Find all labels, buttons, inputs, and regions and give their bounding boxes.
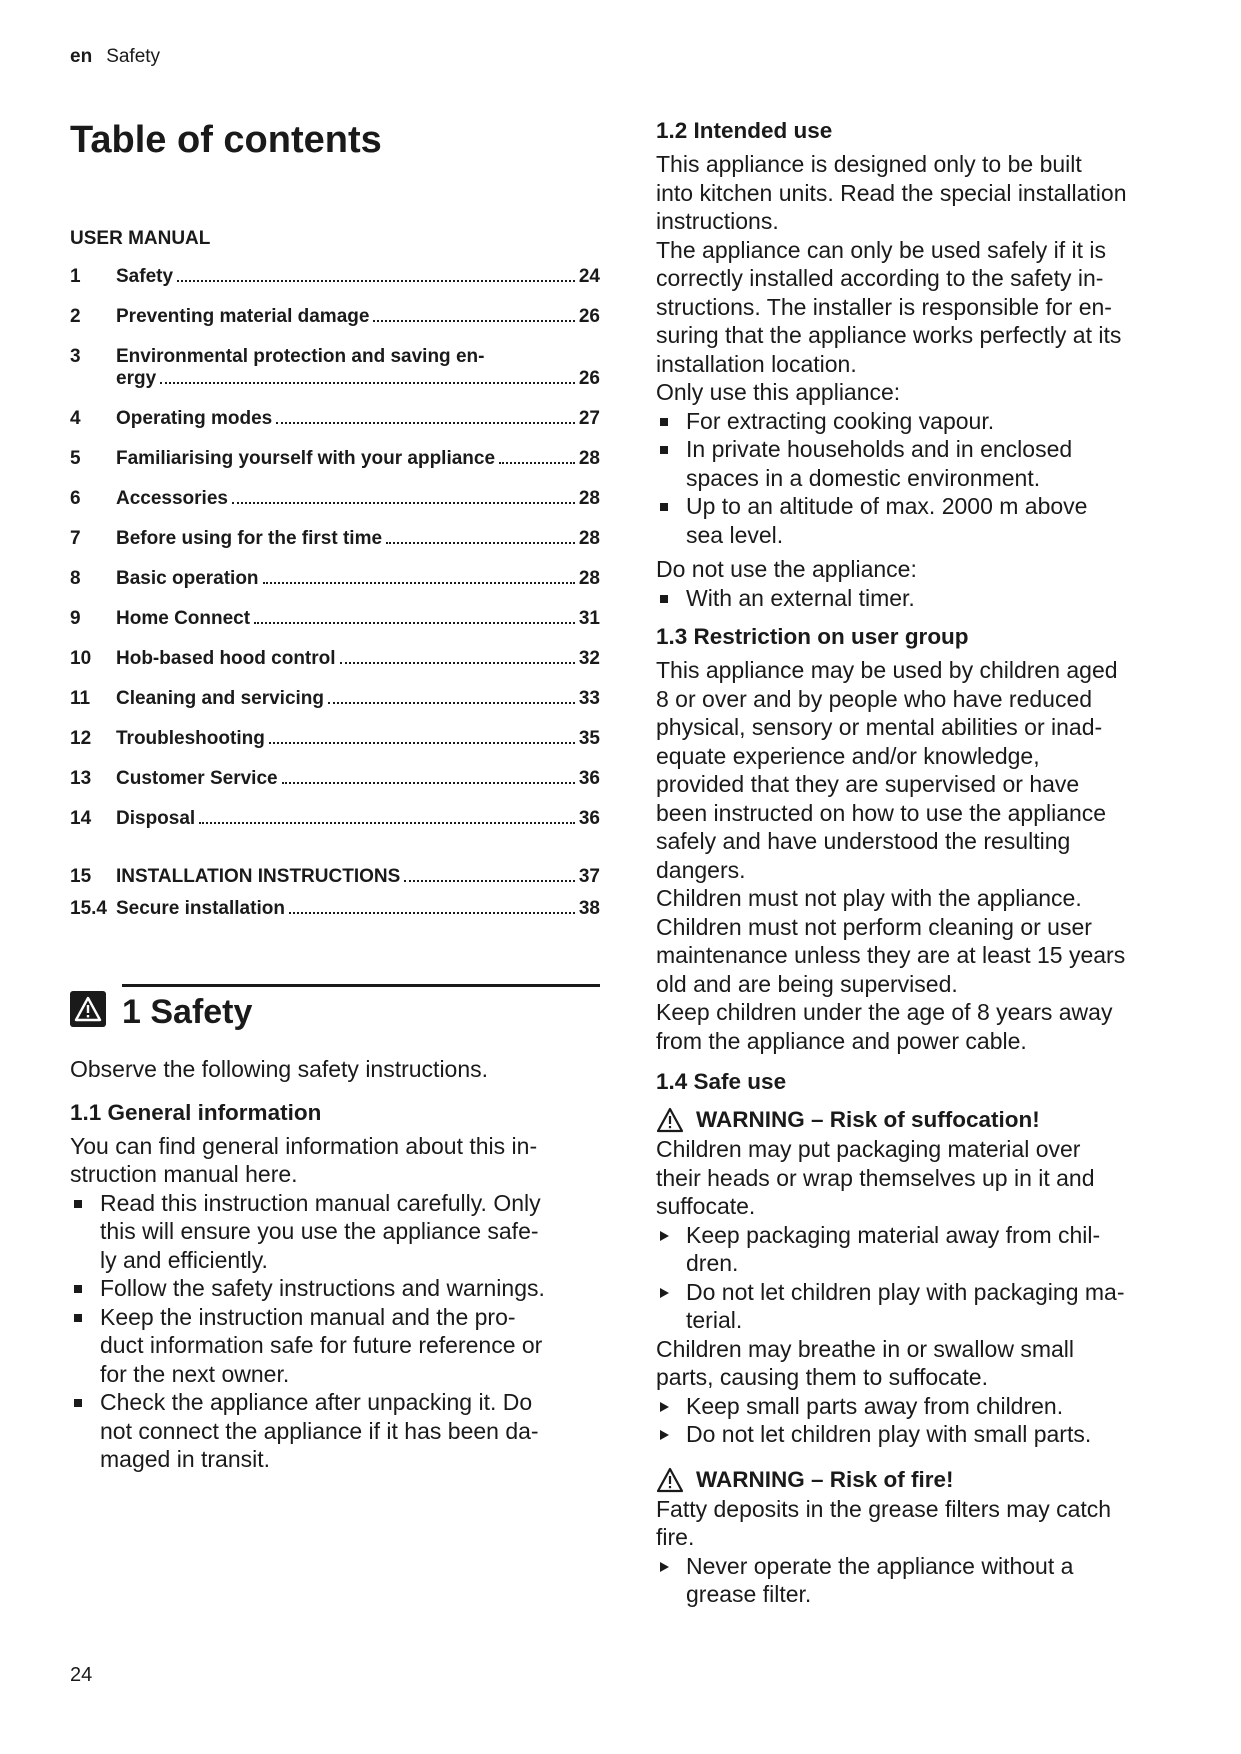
toc-num: 11 — [70, 688, 91, 709]
list-item: Check the appliance after unpacking it. Do not connect the appliance if it has been da- maged in transit. — [70, 1388, 600, 1474]
toc-item[interactable] — [70, 522, 600, 562]
restriction-heading: 1.3 Restriction on user group — [656, 624, 969, 649]
toc-item[interactable] — [70, 300, 600, 340]
general-information-list — [70, 1189, 600, 1474]
warning-title: WARNING – Risk of suffocation! — [696, 1107, 1040, 1132]
toc-item-title: Secure installation — [116, 898, 285, 919]
general-information-heading: 1.1 General information — [70, 1099, 322, 1125]
toc-item[interactable] — [70, 442, 600, 482]
toc-page: 31 — [578, 608, 600, 629]
toc-item[interactable] — [70, 402, 600, 442]
safety-intro: Observe the following safety instructions. — [70, 1056, 489, 1082]
safe-use-heading: 1.4 Safe use — [656, 1069, 787, 1094]
warning-small-parts-steps — [656, 1392, 1186, 1449]
toc-item[interactable] — [70, 802, 600, 842]
toc-num: 15 — [70, 866, 92, 887]
list-item: Keep small parts away from children. — [656, 1392, 1186, 1421]
toc-page: 26 — [578, 368, 600, 389]
toc-item-title: Operating modes — [116, 408, 273, 429]
toc-item-title: Safety — [116, 266, 174, 287]
toc-num: 10 — [70, 648, 92, 669]
toc-item[interactable] — [70, 562, 600, 602]
list-item: Follow the safety instructions and warnings. — [70, 1274, 600, 1303]
toc-num: 15.4 — [70, 898, 107, 919]
language-code: en — [70, 46, 93, 67]
toc-item-title-cont: ergy — [116, 368, 157, 389]
toc-item[interactable] — [70, 260, 600, 300]
list-item: Never operate the appliance without a grease filter. — [656, 1552, 1186, 1609]
toc-num: 14 — [70, 808, 92, 829]
toc-item-title: Familiarising yourself with your appliance — [116, 448, 496, 469]
intended-use-heading: 1.2 Intended use — [656, 118, 833, 143]
warning-title: WARNING – Risk of fire! — [696, 1466, 954, 1492]
toc-page: 28 — [578, 448, 600, 469]
list-item: Read this instruction manual carefully. Only this will ensure you use the appliance safe- ly and efficiently. — [70, 1189, 600, 1275]
list-item: Do not let children play with packaging ma- terial. — [656, 1278, 1186, 1335]
toc-page: 32 — [578, 648, 600, 669]
toc-page: 36 — [578, 768, 600, 789]
toc-page: 28 — [578, 528, 600, 549]
toc-num: 6 — [70, 488, 81, 509]
toc-num: 13 — [70, 768, 92, 789]
toc-item-title: Environmental protection and saving en- — [116, 346, 485, 367]
toc-item-title: Home Connect — [116, 608, 251, 629]
toc-item-title: Customer Service — [116, 768, 278, 789]
list-item: In private households and in enclosed spaces in a domestic environment. — [656, 435, 1186, 492]
toc-num: 12 — [70, 728, 92, 749]
toc-item[interactable] — [70, 682, 600, 722]
page-header — [70, 46, 160, 68]
list-item: Keep packaging material away from chil- dren. — [656, 1221, 1186, 1278]
warning-small-parts-text: Children may breathe in or swallow small parts, causing them to suffocate. — [656, 1335, 1074, 1390]
toc-page: 36 — [578, 808, 600, 829]
toc-num: 2 — [70, 306, 81, 327]
toc-num: 3 — [70, 346, 81, 367]
general-information-text: You can find general information about this in- struction manual here. — [70, 1132, 538, 1187]
warning-triangle-icon — [656, 1107, 684, 1133]
toc-page: 33 — [578, 688, 600, 709]
toc-item-title: Preventing material damage — [116, 306, 370, 327]
warning-fire-text: Fatty deposits in the grease filters may catch fire. — [656, 1495, 1112, 1550]
safety-chapter-heading — [122, 984, 600, 1039]
left-column — [70, 116, 600, 1474]
toc-num: 8 — [70, 568, 81, 589]
toc-page: 37 — [578, 866, 600, 887]
toc-page: 38 — [578, 898, 600, 919]
list-item: With an external timer. — [656, 584, 1186, 613]
toc-item-title: Basic operation — [116, 568, 259, 589]
warning-fire-steps — [656, 1552, 1186, 1609]
warning-fire-heading — [656, 1465, 1186, 1495]
toc-item[interactable] — [70, 340, 600, 402]
toc-page: 24 — [578, 266, 600, 287]
toc-item-title: Disposal — [116, 808, 196, 829]
toc-item-title: Cleaning and servicing — [116, 688, 324, 709]
toc-num: 4 — [70, 408, 81, 429]
toc-list — [70, 260, 600, 924]
intended-use-text: This appliance is designed only to be built into kitchen units. Read the special installation instructions. The appliance can only be used safely if it is correctly installed according to the safety in- structions. The installer is responsible for en- suring that the appliance works perfectly at its installation location. Only use this appliance: — [656, 151, 1127, 405]
safety-heading: 1 Safety — [122, 993, 253, 1031]
restriction-text: This appliance may be used by children aged 8 or over and by people who have reduced physical, sensory or mental abilities or inad- equate experience and/or knowledge, provided that they are supervised or have been instructed on how to use the appliance safely and have understood the resulting dangers. Children must not play with the appliance. Children must not perform cleaning or user maintenance unless they are at least 15 years old and are being supervised. Keep children under the age of 8 years away from the appliance and power cable. — [656, 657, 1126, 1054]
toc-item[interactable] — [70, 482, 600, 522]
intended-use-list — [656, 407, 1186, 550]
toc-page: 28 — [578, 488, 600, 509]
toc-title: Table of contents — [70, 119, 382, 161]
warning-suffocation-heading — [656, 1105, 1186, 1135]
right-column — [656, 116, 1186, 1609]
list-item: Do not let children play with small parts. — [656, 1420, 1186, 1449]
list-item: Keep the instruction manual and the pro- duct information safe for future reference or for the next owner. — [70, 1303, 600, 1389]
toc-item-installation[interactable] — [70, 860, 600, 892]
header-section: Safety — [106, 46, 161, 67]
toc-num: 7 — [70, 528, 81, 549]
list-item: Up to an altitude of max. 2000 m above sea level. — [656, 492, 1186, 549]
toc-num: 9 — [70, 608, 81, 629]
toc-page: 27 — [578, 408, 600, 429]
warning-suffocation-text: Children may put packaging material over their heads or wrap themselves up in it and suffocate. — [656, 1136, 1095, 1219]
toc-item-secure-installation[interactable] — [70, 892, 600, 924]
toc-item[interactable] — [70, 642, 600, 682]
toc-item-title: Troubleshooting — [116, 728, 265, 749]
toc-num: 1 — [70, 266, 81, 287]
warning-suffocation-steps — [656, 1221, 1186, 1335]
toc-section-label: USER MANUAL — [70, 228, 211, 249]
warning-triangle-icon — [656, 1467, 684, 1493]
toc-item[interactable] — [70, 722, 600, 762]
toc-item-title: Hob-based hood control — [116, 648, 336, 669]
toc-item[interactable] — [70, 762, 600, 802]
toc-item-title: Accessories — [116, 488, 228, 509]
list-item: For extracting cooking vapour. — [656, 407, 1186, 436]
do-not-use-text: Do not use the appliance: — [656, 556, 917, 582]
toc-item-title: INSTALLATION INSTRUCTIONS — [116, 866, 401, 887]
warning-triangle-icon — [70, 991, 106, 1027]
page-number: 24 — [70, 1664, 93, 1686]
toc-page: 26 — [578, 306, 600, 327]
toc-item-title: Before using for the first time — [116, 528, 383, 549]
toc-num: 5 — [70, 448, 81, 469]
toc-page: 35 — [578, 728, 600, 749]
toc-page: 28 — [578, 568, 600, 589]
toc-item[interactable] — [70, 602, 600, 642]
do-not-use-list — [656, 584, 1186, 613]
